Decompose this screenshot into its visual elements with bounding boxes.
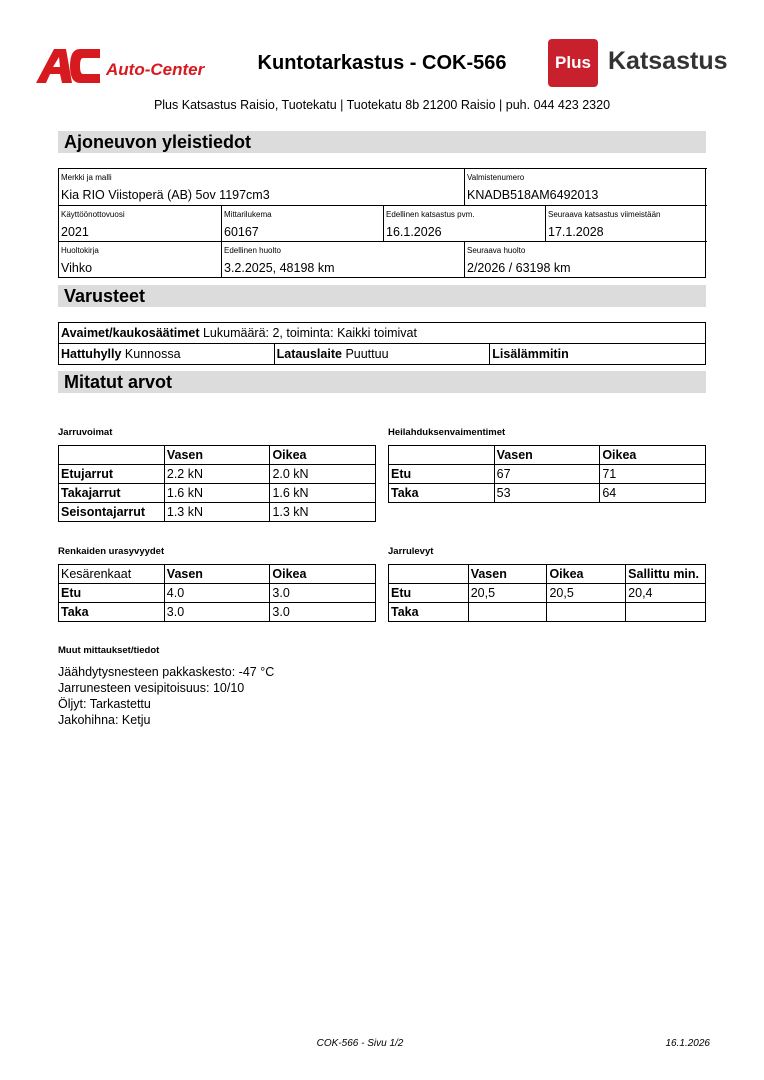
brakes-header-empty xyxy=(59,446,165,465)
hat-shelf-value: Kunnossa xyxy=(124,347,181,361)
brakes-header-left: Vasen xyxy=(164,446,270,465)
discs-cell: 20,4 xyxy=(626,584,706,603)
charger-label: Latauslaite xyxy=(276,347,342,361)
shocks-table xyxy=(388,445,706,503)
next-inspection-label: Seuraava katsastus viimeistään xyxy=(548,210,661,219)
discs-header-min: Sallittu min. xyxy=(626,565,706,584)
shocks-cell: 71 xyxy=(600,465,706,484)
table-row xyxy=(59,446,376,465)
brakes-cell: 1.3 kN xyxy=(270,503,376,522)
section-general-title: Ajoneuvon yleistiedot xyxy=(64,132,252,152)
discs-row-label: Taka xyxy=(389,603,469,622)
katsastus-logo-word: Katsastus xyxy=(608,47,728,75)
tires-cell: 3.0 xyxy=(270,603,376,622)
station-address: Plus Katsastus Raisio, Tuotekatu | Tuotekatu 8b 21200 Raisio | puh. 044 423 2320 xyxy=(153,98,611,112)
tires-row-label: Etu xyxy=(59,584,165,603)
tires-cell: 3.0 xyxy=(164,603,270,622)
discs-table xyxy=(388,564,706,622)
keys-label: Avaimet/kaukosäätimet xyxy=(61,326,200,340)
heater-label: Lisälämmitin xyxy=(492,347,569,361)
table-row xyxy=(389,565,706,584)
brakes-cell: 2.0 kN xyxy=(270,465,376,484)
shocks-header-left: Vasen xyxy=(494,446,600,465)
table-row xyxy=(59,565,376,584)
section-general-bar xyxy=(58,131,706,153)
odometer-cell xyxy=(221,205,383,242)
footer-page-number: COK-566 - Sivu 1/2 xyxy=(316,1038,404,1049)
hat-shelf-cell xyxy=(59,344,275,365)
last-service-label: Edellinen huolto xyxy=(224,246,281,255)
first-reg-cell xyxy=(58,205,221,242)
vin-label: Valmistenumero xyxy=(467,173,525,182)
brakes-row-label: Takajarrut xyxy=(59,484,165,503)
odometer-label: Mittarilukema xyxy=(224,210,272,219)
keys-value: Lukumäärä: 2, toiminta: Kaikki toimivat xyxy=(202,326,417,340)
brakes-cell: 1.6 kN xyxy=(164,484,270,503)
make-model-value: Kia RIO Viistoperä (AB) 5ov 1197cm3 xyxy=(61,188,270,202)
section-measured-title: Mitatut arvot xyxy=(64,372,172,392)
table-row xyxy=(389,446,706,465)
table-row xyxy=(59,584,376,603)
last-inspection-value: 16.1.2026 xyxy=(386,225,442,239)
shocks-cell: 67 xyxy=(494,465,600,484)
last-inspection-cell xyxy=(383,205,545,242)
discs-cell: 20,5 xyxy=(468,584,547,603)
next-service-label: Seuraava huolto xyxy=(467,246,526,255)
discs-header-left: Vasen xyxy=(468,565,547,584)
section-measured-bar xyxy=(58,371,706,393)
service-book-label: Huoltokirja xyxy=(61,246,99,255)
other-title: Muut mittaukset/tiedot xyxy=(58,645,160,656)
tires-cell: 3.0 xyxy=(270,584,376,603)
discs-cell: 20,5 xyxy=(547,584,626,603)
discs-row-label: Etu xyxy=(389,584,469,603)
tires-row-label: Taka xyxy=(59,603,165,622)
brakes-cell: 1.6 kN xyxy=(270,484,376,503)
discs-cell xyxy=(547,603,626,622)
last-service-cell xyxy=(221,241,464,278)
shocks-header-right: Oikea xyxy=(600,446,706,465)
plus-logo-box: Plus xyxy=(548,39,598,87)
last-service-value: 3.2.2025, 48198 km xyxy=(224,261,335,275)
tires-table xyxy=(58,564,376,622)
first-reg-label: Käyttöönottovuosi xyxy=(61,210,125,219)
next-inspection-value: 17.1.2028 xyxy=(548,225,604,239)
table-row xyxy=(389,584,706,603)
shocks-cell: 53 xyxy=(494,484,600,503)
next-inspection-cell xyxy=(545,205,707,242)
section-equipment-bar xyxy=(58,285,706,307)
shocks-title: Heilahduksenvaimentimet xyxy=(388,427,506,438)
footer-date: 16.1.2026 xyxy=(665,1038,710,1049)
service-book-value: Vihko xyxy=(61,261,93,275)
discs-cell xyxy=(468,603,547,622)
table-row xyxy=(389,484,706,503)
first-reg-value: 2021 xyxy=(61,225,89,239)
other-line-timing-belt: Jakohihna: Ketju xyxy=(58,713,151,727)
discs-header-right: Oikea xyxy=(547,565,626,584)
brakes-table xyxy=(58,445,376,522)
last-inspection-label: Edellinen katsastus pvm. xyxy=(386,210,475,219)
vin-cell xyxy=(464,168,707,205)
equipment-table xyxy=(58,322,706,365)
tires-header-season: Kesärenkaat xyxy=(59,565,165,584)
brakes-header-right: Oikea xyxy=(270,446,376,465)
shocks-header-empty xyxy=(389,446,495,465)
other-line-coolant: Jäähdytysnesteen pakkaskesto: -47 °C xyxy=(58,665,275,679)
discs-title: Jarrulevyt xyxy=(388,546,434,557)
discs-cell xyxy=(626,603,706,622)
next-service-value: 2/2026 / 63198 km xyxy=(467,261,571,275)
make-model-label: Merkki ja malli xyxy=(61,173,112,182)
brakes-row-label: Seisontajarrut xyxy=(59,503,165,522)
tires-header-right: Oikea xyxy=(270,565,376,584)
service-book-cell xyxy=(58,241,221,278)
shocks-row-label: Etu xyxy=(389,465,495,484)
plus-katsastus-logo xyxy=(548,39,728,89)
charger-cell xyxy=(274,344,490,365)
brakes-row-label: Etujarrut xyxy=(59,465,165,484)
table-row xyxy=(59,503,376,522)
table-row xyxy=(389,603,706,622)
shocks-cell: 64 xyxy=(600,484,706,503)
auto-center-logo-text: Auto-Center xyxy=(106,60,205,79)
table-row xyxy=(59,323,706,344)
page-title: Kuntotarkastus - COK-566 xyxy=(257,52,507,74)
tires-cell: 4.0 xyxy=(164,584,270,603)
table-row xyxy=(389,465,706,484)
section-equipment-title: Varusteet xyxy=(64,286,146,306)
vin-value: KNADB518AM6492013 xyxy=(467,188,599,202)
brakes-cell: 1.3 kN xyxy=(164,503,270,522)
brakes-cell: 2.2 kN xyxy=(164,465,270,484)
heater-cell xyxy=(490,344,706,365)
tires-title: Renkaiden urasyvyydet xyxy=(58,546,165,557)
tires-header-left: Vasen xyxy=(164,565,270,584)
table-row xyxy=(59,603,376,622)
next-service-cell xyxy=(464,241,707,278)
other-line-brake-fluid: Jarrunesteen vesipitoisuus: 10/10 xyxy=(58,681,245,695)
shocks-row-label: Taka xyxy=(389,484,495,503)
odometer-value: 60167 xyxy=(224,225,259,239)
keys-cell xyxy=(59,323,706,344)
make-model-cell xyxy=(58,168,464,205)
discs-header-empty xyxy=(389,565,469,584)
vehicle-info-grid xyxy=(58,168,706,278)
table-row xyxy=(59,344,706,365)
hat-shelf-label: Hattuhylly xyxy=(61,347,122,361)
brakes-title: Jarruvoimat xyxy=(58,427,113,438)
table-row xyxy=(59,484,376,503)
charger-value: Puuttuu xyxy=(345,347,389,361)
auto-center-logo xyxy=(36,46,222,86)
table-row xyxy=(59,465,376,484)
other-line-oils: Öljyt: Tarkastettu xyxy=(58,697,151,711)
